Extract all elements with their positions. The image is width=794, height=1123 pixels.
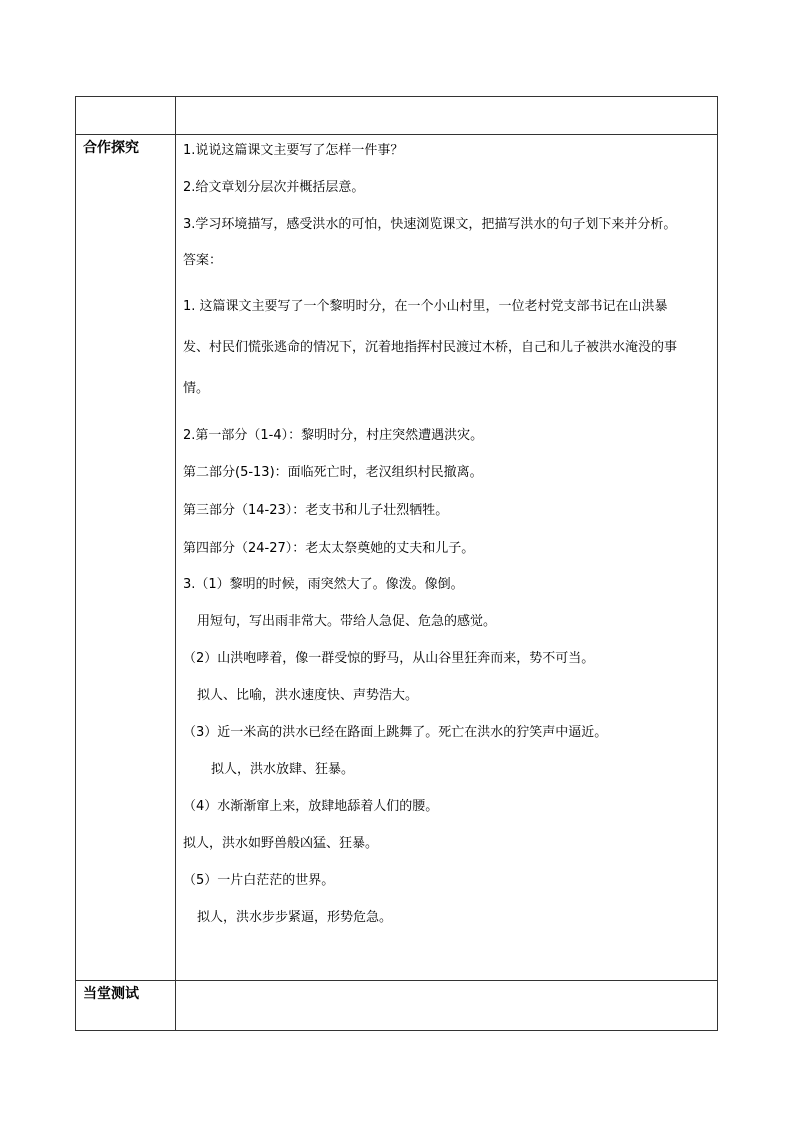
answer3-line: 3.（1）黎明的时候，雨突然大了。像泼。像倒。	[183, 577, 464, 592]
answer1-line: 发、村民们慌张逃命的情况下，沉着地指挥村民渡过木桥，自己和儿子被洪水淹没的事	[183, 340, 678, 355]
empty-label-cell	[76, 97, 176, 135]
cooperate-label: 合作探究	[76, 135, 176, 981]
answer-label: 答案：	[183, 253, 223, 268]
answer3-line: 拟人、比喻，洪水速度快、声势浩大。	[197, 688, 419, 703]
answer3-line: 用短句，写出雨非常大。带给人急促、危急的感觉。	[197, 614, 497, 629]
table-row-test	[76, 981, 718, 1031]
answer2-line: 第二部分(5-13)：面临死亡时，老汉组织村民撤离。	[183, 465, 483, 480]
test-label: 当堂测试	[76, 981, 176, 1031]
answer2-line: 第四部分（24-27）：老太太祭奠她的丈夫和儿子。	[183, 541, 475, 556]
test-content-cell	[176, 981, 718, 1031]
answer3-line: （3）近一米高的洪水已经在路面上跳舞了。死亡在洪水的狞笑声中逼近。	[183, 725, 608, 740]
empty-content-cell	[176, 97, 718, 135]
answer2-line: 2.第一部分（1-4）：黎明时分，村庄突然遭遇洪灾。	[183, 428, 484, 443]
cooperate-content	[176, 135, 718, 981]
answer2-line: 第三部分（14-23）：老支书和儿子壮烈牺牲。	[183, 503, 449, 518]
table-row-empty	[76, 97, 718, 135]
lesson-table	[75, 96, 718, 1031]
answer3-line: 拟人，洪水步步紧逼，形势危急。	[197, 910, 393, 925]
answer3-line: （2）山洪咆哮着，像一群受惊的野马，从山谷里狂奔而来，势不可当。	[183, 651, 595, 666]
answer3-line: （4）水渐渐窜上来，放肆地舔着人们的腰。	[183, 799, 439, 814]
question-3: 3.学习环境描写，感受洪水的可怕，快速浏览课文，把描写洪水的句子划下来并分析。	[183, 217, 677, 232]
table-row-cooperate	[76, 135, 718, 981]
question-1: 1.说说这篇课文主要写了怎样一件事？	[183, 143, 404, 158]
question-2: 2.给文章划分层次并概括层意。	[183, 180, 365, 195]
answer3-line: 拟人，洪水放肆、狂暴。	[211, 762, 355, 777]
answer3-line: （5）一片白茫茫的世界。	[183, 873, 335, 888]
answer3-line: 拟人，洪水如野兽般凶猛、狂暴。	[183, 836, 379, 851]
answer1-line: 情。	[183, 381, 210, 396]
answer1-line: 1. 这篇课文主要写了一个黎明时分，在一个小山村里，一位老村党支部书记在山洪暴	[183, 299, 668, 314]
